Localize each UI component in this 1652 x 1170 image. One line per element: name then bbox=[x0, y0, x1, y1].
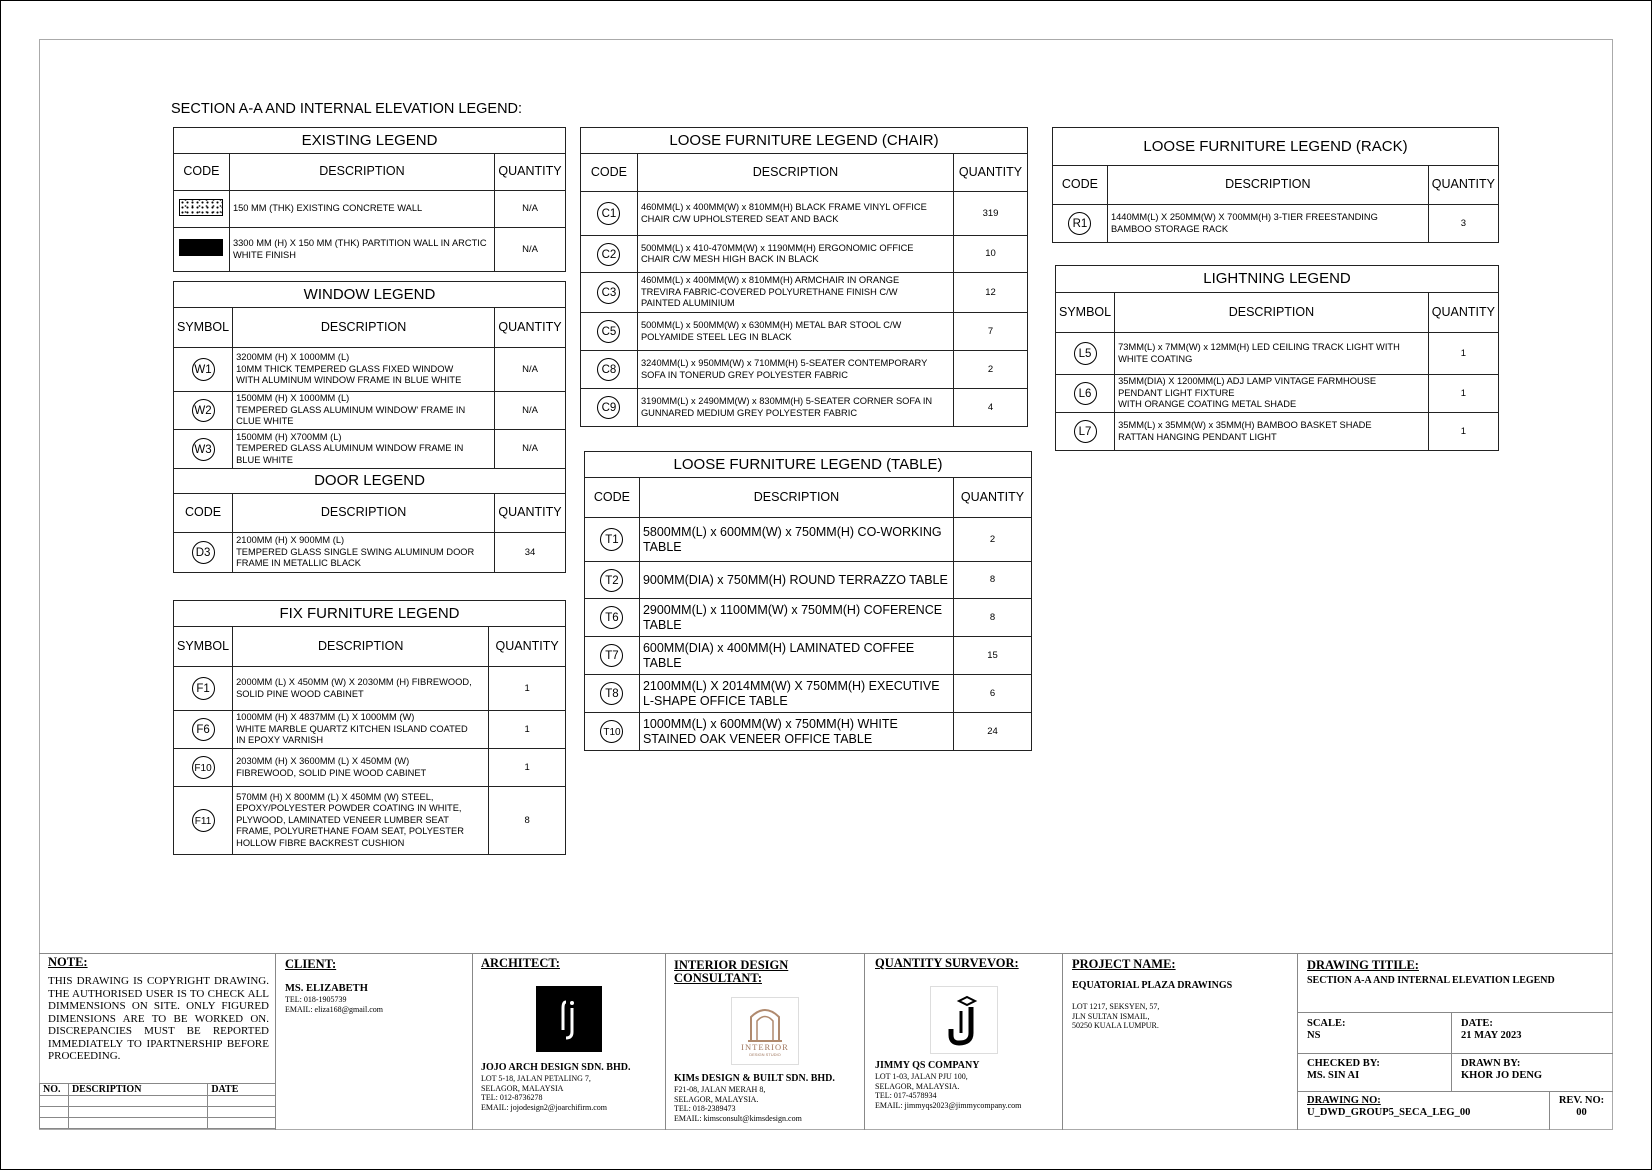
lighting-row bbox=[1056, 333, 1499, 375]
chair-symbol-c5: C5 bbox=[597, 320, 620, 343]
chair-quantity: 12 bbox=[954, 273, 1028, 313]
description-line: PAINTED ALUMINIUM bbox=[640, 298, 735, 309]
rack-quantity: 3 bbox=[1428, 205, 1498, 243]
description-line: 2000MM (L) X 450MM (W) X 2030MM (H) FIBREWOOD, bbox=[236, 677, 472, 687]
client-name: MS. ELIZABETH bbox=[285, 983, 368, 994]
col-code: CODE bbox=[174, 154, 230, 191]
description-line: TREVIRA FABRIC-COVERED POLYURETHANE FINISH C/W bbox=[640, 286, 898, 297]
description-line: 5800MM(L) x 600MM(W) x 750MM(H) CO-WORKING bbox=[642, 525, 942, 539]
col-description: DESCRIPTION bbox=[233, 494, 495, 533]
door-description bbox=[233, 533, 495, 573]
note-text: THIS DRAWING IS COPYRIGHT DRAWING. THE AUTHORISED USER IS TO CHECK ALL DIMMENSIONS ON SITE. ONLY FIGURED DIMENSIONS ARE TO BE WORKED ON. DISCREPANCIES MUST BE REPORTED IMMEDIATELY TO IPARTNERSHIP BEFORE PROCEEDING. bbox=[48, 975, 269, 1062]
scale-cell bbox=[1298, 1013, 1452, 1054]
chair-quantity: 2 bbox=[954, 351, 1028, 389]
qs-addr-1: LOT 1-03, JALAN PJU 100, bbox=[875, 1072, 968, 1081]
description-line: PENDANT LIGHT FIXTURE bbox=[1118, 387, 1235, 398]
col-description: DESCRIPTION bbox=[1115, 293, 1429, 333]
drawing-title-label: DRAWING TITILE: bbox=[1307, 958, 1419, 972]
chair-description bbox=[637, 273, 953, 313]
qs-addr-2: SELAGOR, MALAYSIA. bbox=[875, 1081, 960, 1091]
idc-addr-3: TEL: 018-2389473 bbox=[674, 1104, 736, 1113]
col-symbol: SYMBOL bbox=[174, 627, 233, 667]
rev-no-label: REV. NO: bbox=[1558, 1095, 1605, 1106]
chair-description bbox=[637, 192, 953, 236]
checked-value: MS. SIN AI bbox=[1307, 1070, 1360, 1081]
rack-legend-title: LOOSE FURNITURE LEGEND (RACK) bbox=[1053, 128, 1499, 166]
fix-symbol-f1: F1 bbox=[192, 677, 215, 700]
col-description: DESCRIPTION bbox=[1107, 166, 1428, 205]
window-door-legend-table bbox=[173, 281, 566, 573]
description-line: HOLLOW FIBRE BACKREST CUSHION bbox=[236, 837, 405, 848]
lighting-row bbox=[1056, 375, 1499, 413]
description-line: 1440MM(L) X 250MM(W) X 700MM(H) 3-TIER FREESTANDING bbox=[1110, 212, 1378, 222]
description-line: 500MM(L) x 500MM(W) x 630MM(H) METAL BAR STOOL C/W bbox=[640, 320, 902, 330]
note-label: NOTE: bbox=[48, 955, 88, 969]
fix-row bbox=[174, 787, 566, 855]
existing-qty-2: N/A bbox=[495, 228, 566, 272]
table-description bbox=[639, 713, 953, 751]
description-line: WHITE MARBLE QUARTZ KITCHEN ISLAND COATED bbox=[236, 723, 468, 734]
scale-value: NS bbox=[1307, 1030, 1321, 1041]
fix-description bbox=[233, 787, 489, 855]
description-line: BAMBOO STORAGE RACK bbox=[1110, 223, 1229, 234]
lighting-legend-title: LIGHTNING LEGEND bbox=[1056, 266, 1499, 293]
chair-quantity: 10 bbox=[954, 236, 1028, 273]
col-quantity: QUANTITY bbox=[954, 154, 1028, 192]
col-description: DESCRIPTION bbox=[229, 154, 494, 191]
description-line: 3200MM (H) X 1000MM (L) bbox=[236, 352, 350, 363]
window-symbol-w2: W2 bbox=[192, 399, 215, 422]
lighting-quantity: 1 bbox=[1428, 375, 1498, 413]
lighting-description bbox=[1115, 375, 1429, 413]
lighting-symbol-l6: L6 bbox=[1074, 382, 1097, 405]
window-quantity: N/A bbox=[495, 392, 566, 430]
window-row bbox=[174, 430, 566, 469]
drawing-title: SECTION A-A AND INTERNAL ELEVATION LEGEND bbox=[1307, 975, 1555, 986]
existing-legend-table bbox=[173, 127, 566, 272]
drawing-no-label: DRAWING NO: bbox=[1307, 1095, 1381, 1106]
table-quantity: 8 bbox=[954, 562, 1032, 599]
client-label: CLIENT: bbox=[285, 957, 337, 971]
qs-label: QUANTITY SURVEVOR: bbox=[875, 956, 1019, 970]
description-line: 2030MM (H) X 3600MM (L) X 450MM (W) bbox=[236, 756, 410, 766]
description-line: GUNNARED MEDIUM GREY POLYESTER FABRIC bbox=[640, 407, 858, 418]
col-quantity: QUANTITY bbox=[495, 494, 566, 533]
page-title: SECTION A-A AND INTERNAL ELEVATION LEGEND: bbox=[171, 101, 523, 117]
project-addr-2: JLN SULTAN ISMAIL, bbox=[1072, 1011, 1150, 1021]
description-line: BLUE WHITE bbox=[236, 454, 293, 465]
chair-description bbox=[637, 389, 953, 427]
description-line: POLYAMIDE STEEL LEG IN BLACK bbox=[640, 331, 792, 342]
qs-section bbox=[865, 953, 1063, 1130]
fix-furniture-legend-table bbox=[173, 600, 566, 855]
table-symbol-t6: T6 bbox=[600, 606, 623, 629]
description-line: 500MM(L) x 410-470MM(W) x 1190MM(H) ERGONOMIC OFFICE bbox=[640, 242, 914, 253]
lighting-quantity: 1 bbox=[1428, 333, 1498, 375]
door-legend-title: DOOR LEGEND bbox=[174, 469, 566, 494]
chair-row bbox=[581, 313, 1028, 351]
chair-row bbox=[581, 273, 1028, 313]
architect-name: JOJO ARCH DESIGN SDN. BHD. bbox=[481, 1062, 631, 1073]
chair-symbol-c2: C2 bbox=[597, 243, 620, 266]
lighting-description bbox=[1115, 333, 1429, 375]
description-line: 1500MM (H) X700MM (L) bbox=[236, 431, 342, 442]
door-row bbox=[174, 533, 566, 573]
lighting-legend-table bbox=[1055, 265, 1499, 451]
fix-quantity: 8 bbox=[489, 787, 566, 855]
description-line: 1000MM(L) x 600MM(W) x 750MM(H) WHITE bbox=[642, 717, 898, 731]
lighting-symbol-l7: L7 bbox=[1074, 420, 1097, 443]
table-description bbox=[639, 562, 953, 599]
existing-qty-1: N/A bbox=[495, 191, 566, 228]
architect-addr-1: LOT 5-18, JALAN PETALING 7, bbox=[481, 1074, 591, 1083]
table-description bbox=[639, 518, 953, 562]
fix-quantity: 1 bbox=[489, 711, 566, 749]
partition-solid-icon bbox=[179, 239, 223, 256]
qs-logo bbox=[930, 986, 998, 1054]
col-symbol: SYMBOL bbox=[174, 308, 233, 348]
description-line: 570MM (H) X 800MM (L) X 450MM (W) STEEL, bbox=[236, 791, 434, 802]
window-symbol-w3: W3 bbox=[192, 438, 215, 461]
description-line: 460MM(L) x 400MM(W) x 810MM(H) BLACK FRAME VINYL OFFICE bbox=[640, 202, 927, 212]
window-quantity: N/A bbox=[495, 430, 566, 469]
door-symbol-d3: D3 bbox=[192, 541, 215, 564]
date-label: DATE: bbox=[1461, 1018, 1493, 1029]
drawn-label: DRAWN BY: bbox=[1461, 1058, 1521, 1069]
rack-row bbox=[1053, 205, 1499, 243]
table-symbol-t2: T2 bbox=[600, 569, 623, 592]
drawn-value: KHOR JO DENG bbox=[1461, 1070, 1543, 1081]
qs-addr-4: EMAIL: jimmyqs2023@jimmycompany.com bbox=[875, 1100, 1022, 1110]
description-line: RATTAN HANGING PENDANT LIGHT bbox=[1118, 431, 1277, 442]
table-quantity: 2 bbox=[954, 518, 1032, 562]
description-line: WITH ORANGE COATING METAL SHADE bbox=[1118, 399, 1297, 410]
rack-description bbox=[1107, 205, 1428, 243]
project-addr-3: 50250 KUALA LUMPUR. bbox=[1072, 1021, 1159, 1030]
architect-addr-4: EMAIL: jojodesign2@joarchifirm.com bbox=[481, 1102, 608, 1112]
date-cell bbox=[1452, 1013, 1613, 1054]
drawn-cell bbox=[1452, 1054, 1613, 1092]
col-quantity: QUANTITY bbox=[489, 627, 566, 667]
table-quantity: 8 bbox=[954, 599, 1032, 637]
table-row bbox=[585, 562, 1032, 599]
idc-name: KIMs DESIGN & BUILT SDN. BHD. bbox=[674, 1073, 835, 1084]
window-description bbox=[233, 348, 495, 392]
description-line: 2900MM(L) x 1100MM(W) x 750MM(H) COFERENCE bbox=[642, 603, 943, 617]
client-section bbox=[276, 953, 473, 1130]
chair-symbol-c9: C9 bbox=[597, 396, 620, 419]
col-quantity: QUANTITY bbox=[495, 154, 566, 191]
table-row bbox=[585, 675, 1032, 713]
chair-quantity: 4 bbox=[954, 389, 1028, 427]
idc-label: INTERIOR DESIGN CONSULTANT: bbox=[674, 958, 789, 985]
drawing-no-cell bbox=[1298, 1092, 1550, 1130]
architect-label: ARCHITECT: bbox=[481, 956, 560, 970]
architect-addr-3: TEL: 012-8736278 bbox=[481, 1093, 543, 1102]
fix-description bbox=[233, 711, 489, 749]
col-code: CODE bbox=[174, 494, 233, 533]
table-quantity: 15 bbox=[954, 637, 1032, 675]
description-line: PLYWOOD, LAMINATED VENEER LUMBER SEAT bbox=[236, 814, 449, 825]
col-quantity: QUANTITY bbox=[495, 308, 566, 348]
chair-description bbox=[637, 351, 953, 389]
chair-description bbox=[637, 313, 953, 351]
rack-symbol-r1: R1 bbox=[1068, 212, 1091, 235]
architect-logo-icon bbox=[536, 986, 602, 1052]
description-line: IN EPOXY VARNISH bbox=[236, 735, 324, 746]
description-line: WITH ALUMINUM WINDOW FRAME IN BLUE WHITE bbox=[236, 375, 462, 386]
table-legend-table bbox=[584, 451, 1032, 751]
description-line: 900MM(DIA) x 750MM(H) ROUND TERRAZZO TABLE bbox=[642, 572, 948, 587]
description-line: 2100MM(L) X 2014MM(W) X 750MM(H) EXECUTIVE bbox=[642, 679, 940, 693]
window-description bbox=[233, 392, 495, 430]
rev-no-cell bbox=[1550, 1092, 1613, 1130]
description-line: TABLE bbox=[642, 539, 682, 554]
chair-legend-title: LOOSE FURNITURE LEGEND (CHAIR) bbox=[581, 128, 1028, 154]
window-description bbox=[233, 430, 495, 469]
lighting-symbol-l5: L5 bbox=[1074, 342, 1097, 365]
table-row bbox=[585, 637, 1032, 675]
description-line: FRAME, POLYURETHANE FOAM SEAT, POLYESTER bbox=[236, 826, 464, 837]
table-description bbox=[639, 599, 953, 637]
client-email: EMAIL: eliza168@gmail.com bbox=[285, 1004, 384, 1014]
fix-symbol-f10: F10 bbox=[192, 756, 215, 779]
col-symbol: SYMBOL bbox=[1056, 293, 1115, 333]
description-line: WHITE COATING bbox=[1118, 353, 1193, 364]
existing-desc-1: 150 MM (THK) EXISTING CONCRETE WALL bbox=[229, 191, 494, 228]
description-line: 1500MM (H) X 1000MM (L) bbox=[236, 393, 350, 404]
date-value: 21 MAY 2023 bbox=[1461, 1030, 1522, 1041]
description-line: 460MM(L) x 400MM(W) x 810MM(H) ARMCHAIR IN ORANGE bbox=[640, 275, 900, 286]
revision-table bbox=[39, 1083, 276, 1129]
col-code: CODE bbox=[1053, 166, 1108, 205]
description-line: 10MM THICK TEMPERED GLASS FIXED WINDOW bbox=[236, 363, 454, 374]
window-row bbox=[174, 392, 566, 430]
fix-description bbox=[233, 749, 489, 787]
description-line: FIBREWOOD, SOLID PINE WOOD CABINET bbox=[236, 767, 427, 778]
fix-description bbox=[233, 667, 489, 711]
lighting-description bbox=[1115, 413, 1429, 451]
table-symbol-t8: T8 bbox=[600, 682, 623, 705]
table-quantity: 6 bbox=[954, 675, 1032, 713]
description-line: L-SHAPE OFFICE TABLE bbox=[642, 693, 788, 708]
description-line: 35MM(DIA) X 1200MM(L) ADJ LAMP VINTAGE FARMHOUSE bbox=[1118, 376, 1377, 387]
fix-quantity: 1 bbox=[489, 667, 566, 711]
description-line: CLUE WHITE bbox=[236, 416, 294, 427]
door-quantity: 34 bbox=[495, 533, 566, 573]
architect-section bbox=[473, 953, 666, 1130]
architect-addr-2: SELAGOR, MALAYSIA bbox=[481, 1083, 564, 1093]
chair-symbol-c8: C8 bbox=[597, 358, 620, 381]
description-line: 2100MM (H) X 900MM (L) bbox=[236, 535, 345, 546]
lighting-quantity: 1 bbox=[1428, 413, 1498, 451]
idc-logo-subtext: DESIGN STUDIO bbox=[749, 1052, 781, 1057]
fix-row bbox=[174, 667, 566, 711]
col-description: DESCRIPTION bbox=[637, 154, 953, 192]
rack-legend-table bbox=[1052, 127, 1499, 243]
description-line: SOFA IN TONERUD GREY POLYESTER FABRIC bbox=[640, 369, 848, 380]
col-code: CODE bbox=[585, 478, 640, 518]
chair-row bbox=[581, 389, 1028, 427]
chair-symbol-c3: C3 bbox=[597, 281, 620, 304]
table-row bbox=[585, 599, 1032, 637]
window-row bbox=[174, 348, 566, 392]
rev-col-date: DATE bbox=[208, 1084, 276, 1096]
scale-label: SCALE: bbox=[1307, 1018, 1346, 1029]
chair-row bbox=[581, 192, 1028, 236]
table-description bbox=[639, 637, 953, 675]
chair-description bbox=[637, 236, 953, 273]
table-row bbox=[585, 518, 1032, 562]
idc-logo-text: INTERIOR bbox=[741, 1042, 789, 1052]
fix-symbol-f11: F11 bbox=[192, 809, 215, 832]
col-description: DESCRIPTION bbox=[233, 627, 489, 667]
col-description: DESCRIPTION bbox=[233, 308, 495, 348]
description-line: 600MM(DIA) x 400MM(H) LAMINATED COFFEE bbox=[642, 641, 915, 655]
checked-cell bbox=[1298, 1054, 1452, 1092]
concrete-hatch-icon bbox=[179, 199, 223, 216]
window-legend-title: WINDOW LEGEND bbox=[174, 282, 566, 308]
project-addr-1: LOT 1217, SEKSYEN, 57, bbox=[1072, 1002, 1160, 1011]
drawing-title-section bbox=[1298, 953, 1613, 1013]
project-label: PROJECT NAME: bbox=[1072, 957, 1176, 971]
description-line: 1000MM (H) X 4837MM (L) X 1000MM (W) bbox=[236, 712, 415, 723]
idc-arch-icon bbox=[745, 1001, 785, 1043]
col-code: CODE bbox=[581, 154, 638, 192]
col-quantity: QUANTITY bbox=[954, 478, 1032, 518]
idc-addr-2: SELAGOR, MALAYSIA. bbox=[674, 1094, 759, 1104]
drawing-no-value: U_DWD_GROUP5_SECA_LEG_00 bbox=[1307, 1107, 1471, 1118]
description-line: TABLE bbox=[642, 617, 682, 632]
description-line: CHAIR C/W UPHOLSTERED SEAT AND BACK bbox=[640, 213, 839, 224]
idc-addr-1: F21-08, JALAN MERAH 8, bbox=[674, 1085, 766, 1094]
chair-row bbox=[581, 351, 1028, 389]
description-line: CHAIR C/W MESH HIGH BACK IN BLACK bbox=[640, 254, 819, 264]
existing-legend-title: EXISTING LEGEND bbox=[174, 128, 566, 154]
col-quantity: QUANTITY bbox=[1428, 166, 1498, 205]
table-row bbox=[585, 713, 1032, 751]
fix-row bbox=[174, 749, 566, 787]
table-quantity: 24 bbox=[954, 713, 1032, 751]
project-name: EQUATORIAL PLAZA DRAWINGS bbox=[1072, 980, 1233, 991]
table-symbol-t10: T10 bbox=[600, 720, 623, 743]
description-line: EPOXY/POLYESTER POWDER COATING IN WHITE, bbox=[236, 803, 462, 814]
rev-no-value: 00 bbox=[1576, 1107, 1587, 1118]
table-symbol-t1: T1 bbox=[600, 528, 623, 551]
table-symbol-t7: T7 bbox=[600, 644, 623, 667]
col-description: DESCRIPTION bbox=[639, 478, 953, 518]
idc-logo bbox=[731, 997, 799, 1065]
rev-col-description: DESCRIPTION bbox=[68, 1084, 207, 1096]
fix-legend-title: FIX FURNITURE LEGEND bbox=[174, 601, 566, 627]
rev-col-no: NO. bbox=[40, 1084, 69, 1096]
client-tel: TEL: 018-1905739 bbox=[285, 995, 347, 1004]
table-description bbox=[639, 675, 953, 713]
description-line: TABLE bbox=[642, 655, 682, 670]
idc-addr-4: EMAIL: kimsconsult@kimsdesign.com bbox=[674, 1113, 802, 1123]
description-line: STAINED OAK VENEER OFFICE TABLE bbox=[642, 731, 873, 746]
description-line: 73MM(L) x 7MM(W) x 12MM(H) LED CEILING TRACK LIGHT WITH bbox=[1118, 342, 1400, 352]
idc-section bbox=[666, 953, 865, 1130]
window-symbol-w1: W1 bbox=[192, 358, 215, 381]
checked-label: CHECKED BY: bbox=[1307, 1058, 1380, 1069]
table-legend-title: LOOSE FURNITURE LEGEND (TABLE) bbox=[585, 452, 1032, 478]
lighting-row bbox=[1056, 413, 1499, 451]
description-line: TEMPERED GLASS SINGLE SWING ALUMINUM DOOR bbox=[236, 546, 475, 557]
project-section bbox=[1063, 953, 1298, 1130]
description-line: FRAME IN METALLIC BLACK bbox=[236, 558, 361, 569]
description-line: TEMPERED GLASS ALUMINUM WINDOW FRAME IN bbox=[236, 443, 464, 454]
description-line: 3190MM(L) x 2490MM(W) x 830MM(H) 5-SEATER CORNER SOFA IN bbox=[640, 396, 933, 406]
window-quantity: N/A bbox=[495, 348, 566, 392]
chair-row bbox=[581, 236, 1028, 273]
description-line: 35MM(L) x 35MM(W) x 35MM(H) BAMBOO BASKET SHADE bbox=[1118, 420, 1372, 430]
fix-quantity: 1 bbox=[489, 749, 566, 787]
qs-addr-3: TEL: 017-4578934 bbox=[875, 1091, 937, 1100]
description-line: 3240MM(L) x 950MM(W) x 710MM(H) 5-SEATER CONTEMPORARY bbox=[640, 358, 928, 368]
fix-symbol-f6: F6 bbox=[192, 718, 215, 741]
description-line: SOLID PINE WOOD CABINET bbox=[236, 688, 364, 699]
fix-row bbox=[174, 711, 566, 749]
col-quantity: QUANTITY bbox=[1428, 293, 1498, 333]
existing-desc-2: 3300 MM (H) X 150 MM (THK) PARTITION WALL IN ARCTIC WHITE FINISH bbox=[229, 228, 494, 272]
chair-legend-table bbox=[580, 127, 1028, 427]
description-line: TEMPERED GLASS ALUMINUM WINDOW' FRAME IN bbox=[236, 404, 466, 415]
qs-name: JIMMY QS COMPANY bbox=[875, 1060, 980, 1071]
qs-logo-icon bbox=[931, 987, 997, 1053]
chair-quantity: 319 bbox=[954, 192, 1028, 236]
chair-symbol-c1: C1 bbox=[597, 202, 620, 225]
chair-quantity: 7 bbox=[954, 313, 1028, 351]
